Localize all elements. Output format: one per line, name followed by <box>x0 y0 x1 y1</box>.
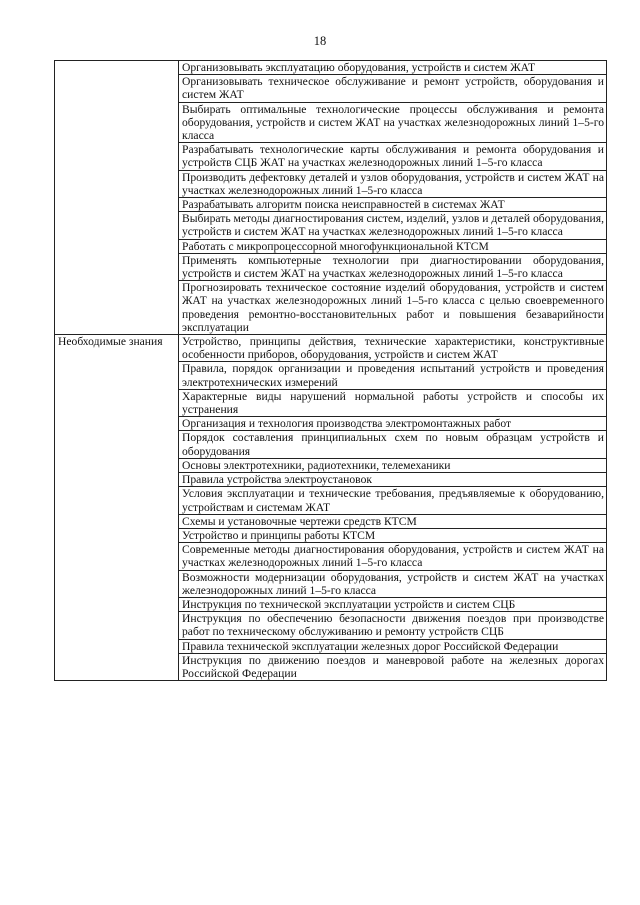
knowledge-item: Возможности модернизации оборудования, устройств и систем ЖАТ на участках железнодорожных линий 1–5-го класса <box>179 570 607 597</box>
skill-item: Работать с микропроцессорной многофункциональной КТСМ <box>179 239 607 253</box>
knowledge-category-label: Необходимые знания <box>55 335 179 681</box>
skill-item: Выбирать методы диагностирования систем, изделий, узлов и деталей оборудования, устройств и систем ЖАТ на участках железнодорожных линий 1–5-го класса <box>179 212 607 239</box>
skill-item: Разрабатывать алгоритм поиска неисправностей в системах ЖАТ <box>179 198 607 212</box>
knowledge-item: Устройство, принципы действия, технические характеристики, конструктивные особенности приборов, оборудования, устройств и систем ЖАТ <box>179 335 607 362</box>
knowledge-item: Современные методы диагностирования оборудования, устройств и систем ЖАТ на участках железнодорожных линий 1–5-го класса <box>179 543 607 570</box>
knowledge-item: Инструкция по движению поездов и маневровой работе на железных дорогах Российской Федерации <box>179 653 607 680</box>
knowledge-item: Схемы и установочные чертежи средств КТСМ <box>179 514 607 528</box>
knowledge-item: Правила технической эксплуатации железных дорог Российской Федерации <box>179 639 607 653</box>
knowledge-item: Условия эксплуатации и технические требования, предъявляемые к оборудованию, устройствам и системам ЖАТ <box>179 487 607 514</box>
knowledge-item: Инструкция по технической эксплуатации устройств и систем СЦБ <box>179 597 607 611</box>
skill-item: Прогнозировать техническое состояние изделий оборудования, устройств и систем ЖАТ на участках железнодорожных линий 1–5-го класса с целью своевременного проведения ремонтно-восстановительных работ и повышения безаварийности эксплуатации <box>179 281 607 335</box>
knowledge-item: Инструкция по обеспечению безопасности движения поездов при производстве работ по техническому обслуживанию и ремонту устройств СЦБ <box>179 612 607 639</box>
knowledge-item: Правила устройства электроустановок <box>179 473 607 487</box>
requirements-table-body <box>55 61 607 681</box>
knowledge-item: Основы электротехники, радиотехники, телемеханики <box>179 458 607 472</box>
requirements-table <box>54 60 607 681</box>
skill-item: Организовывать техническое обслуживание и ремонт устройств, оборудования и систем ЖАТ <box>179 75 607 102</box>
knowledge-item: Устройство и принципы работы КТСМ <box>179 528 607 542</box>
skill-item: Применять компьютерные технологии при диагностировании оборудования, устройств и систем ЖАТ на участках железнодорожных линий 1–5-го класса <box>179 253 607 280</box>
page-number: 18 <box>313 34 327 48</box>
skill-item: Выбирать оптимальные технологические процессы обслуживания и ремонта оборудования, устройств и систем ЖАТ на участках железнодорожных линий 1–5-го класса <box>179 102 607 143</box>
knowledge-item: Характерные виды нарушений нормальной работы устройств и способы их устранения <box>179 389 607 416</box>
knowledge-item: Порядок составления принципиальных схем по новым образцам устройств и оборудования <box>179 431 607 458</box>
skill-item: Организовывать эксплуатацию оборудования, устройств и систем ЖАТ <box>179 61 607 75</box>
knowledge-item: Организация и технология производства электромонтажных работ <box>179 417 607 431</box>
knowledge-row <box>55 335 607 362</box>
skills-category-cell <box>55 61 179 335</box>
knowledge-item: Правила, порядок организации и проведения испытаний устройств и проведения электротехнических измерений <box>179 362 607 389</box>
skills-row <box>55 61 607 75</box>
skill-item: Производить дефектовку деталей и узлов оборудования, устройств и систем ЖАТ на участках железнодорожных линий 1–5-го класса <box>179 170 607 197</box>
skill-item: Разрабатывать технологические карты обслуживания и ремонта оборудования и устройств СЦБ ЖАТ на участках железнодорожных линий 1–5-го класса <box>179 143 607 170</box>
